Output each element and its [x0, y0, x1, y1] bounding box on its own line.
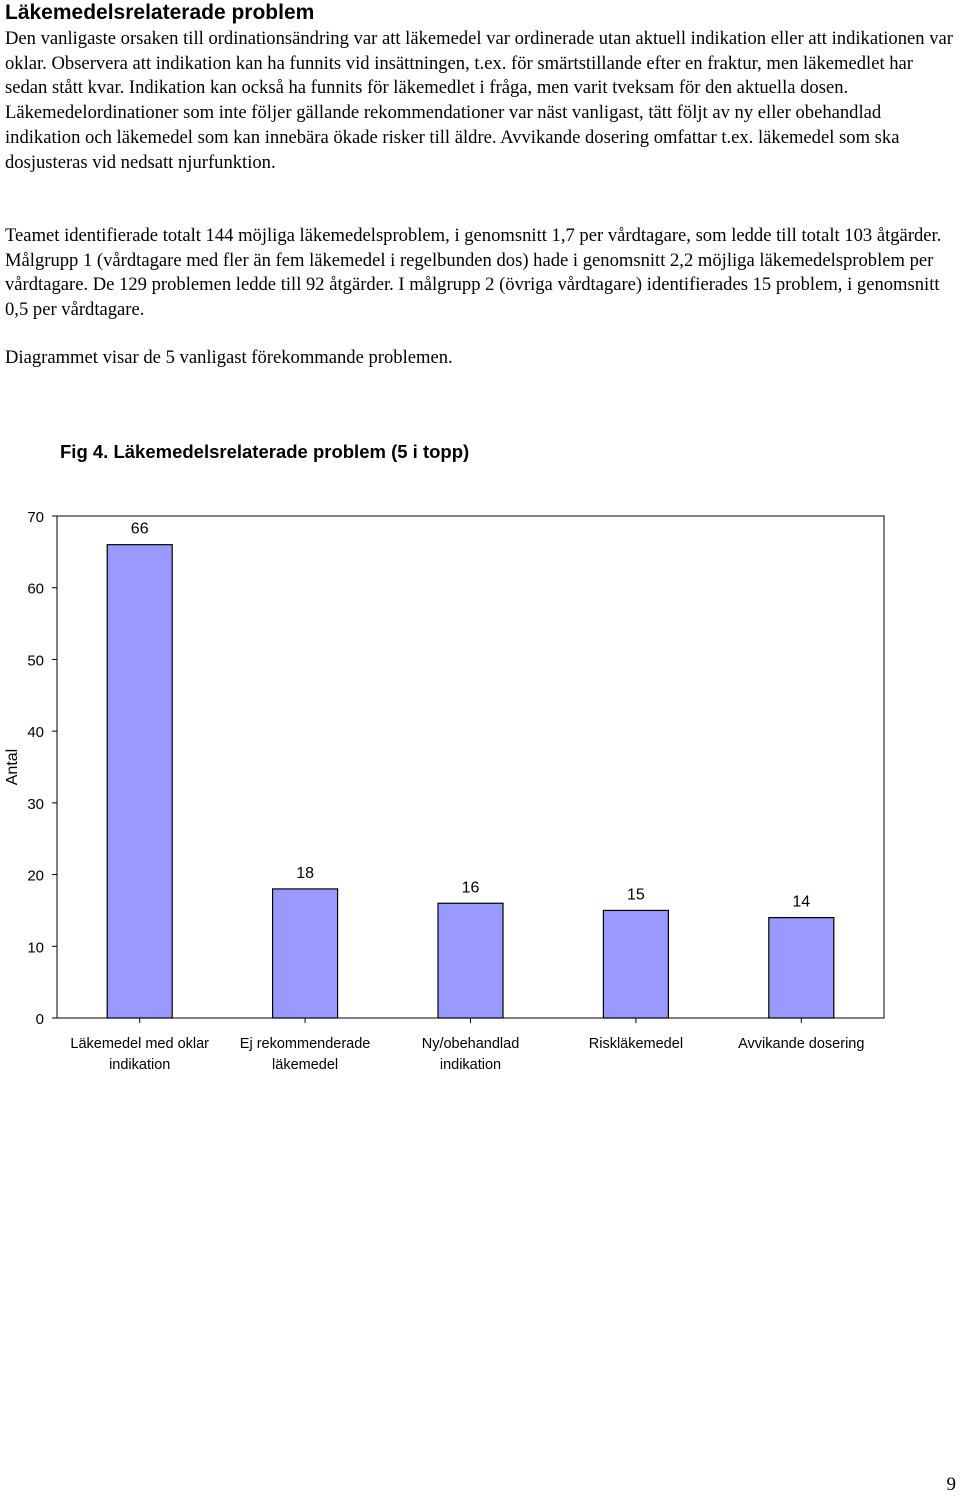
x-category-label: läkemedel	[272, 1057, 339, 1073]
y-tick-label: 70	[27, 509, 44, 526]
y-tick-label: 0	[35, 1011, 44, 1028]
y-tick-label: 40	[27, 724, 44, 742]
bar	[769, 918, 834, 1018]
data-label: 66	[130, 520, 149, 538]
data-label: 18	[296, 864, 314, 882]
bar	[603, 910, 668, 1018]
y-tick-label: 30	[27, 795, 44, 813]
section-heading: Läkemedelsrelaterade problem	[5, 1, 315, 24]
paragraph-orsaker: Den vanligaste orsaken till ordinationsändring var att läkemedel var ordinerade utan aktuell indikation eller att indikationen var oklar. Observera att indikation kan ha funnits vid insättningen, t.ex. för smärtstillande efter en fraktur, men läkemedlet har sedan stått kvar. Indikation kan också ha funnits för läkemedlet i fråga, men varit tveksam för den aktuella dosen. Läkemedelordinationer som inte följer gällande rekommendationer var näst vanligast, tätt följt av ny eller obehandlad indikation och läkemedel som kan innebära ökade risker till äldre. Avvikande dosering omfattar t.ex. läkemedel som ska dosjusteras vid nedsatt njurfunktion.	[5, 28, 953, 173]
x-category-label: indikation	[439, 1057, 502, 1073]
y-tick-label: 50	[27, 652, 44, 670]
y-axis-label: Antal	[4, 748, 21, 786]
x-category-label: Ej rekommenderade	[239, 1036, 371, 1052]
figure-title: Fig 4. Läkemedelsrelaterade problem (5 i topp)	[60, 441, 470, 462]
data-label: 16	[461, 879, 480, 897]
page-number: 9	[946, 1474, 956, 1495]
y-tick-label: 20	[27, 867, 44, 885]
x-category-label: Läkemedel med oklar	[70, 1036, 210, 1052]
bar	[438, 903, 503, 1018]
x-category-label: Riskläkemedel	[588, 1036, 684, 1052]
paragraph-diagram-intro: Diagrammet visar de 5 vanligast förekommande problemen.	[5, 347, 453, 368]
paragraph-teamet: Teamet identifierade totalt 144 möjliga läkemedelsproblem, i genomsnitt 1,7 per vårdtagare, som ledde till totalt 103 åtgärder. Målgrupp 1 (vårdtagare med fler än fem läkemedel i regelbunden dos) hade i genomsnitt 2,2 möjliga läkemedelsproblem per vårdtagare. De 129 problemen ledde till 92 åtgärder. I målgrupp 2 (övriga vårdtagare) identifierades 15 problem, i genomsnitt 0,5 per vårdtagare.	[5, 225, 942, 321]
x-category-label: indikation	[109, 1057, 171, 1073]
data-label: 14	[792, 893, 811, 911]
x-category-label: Ny/obehandlad	[421, 1036, 520, 1052]
bar-chart	[0, 495, 960, 1085]
bar	[273, 889, 338, 1018]
y-tick-label: 60	[27, 580, 44, 598]
data-label: 15	[627, 886, 645, 904]
bar	[107, 545, 172, 1018]
y-tick-label: 10	[27, 939, 44, 957]
x-category-label: Avvikande dosering	[738, 1036, 865, 1052]
